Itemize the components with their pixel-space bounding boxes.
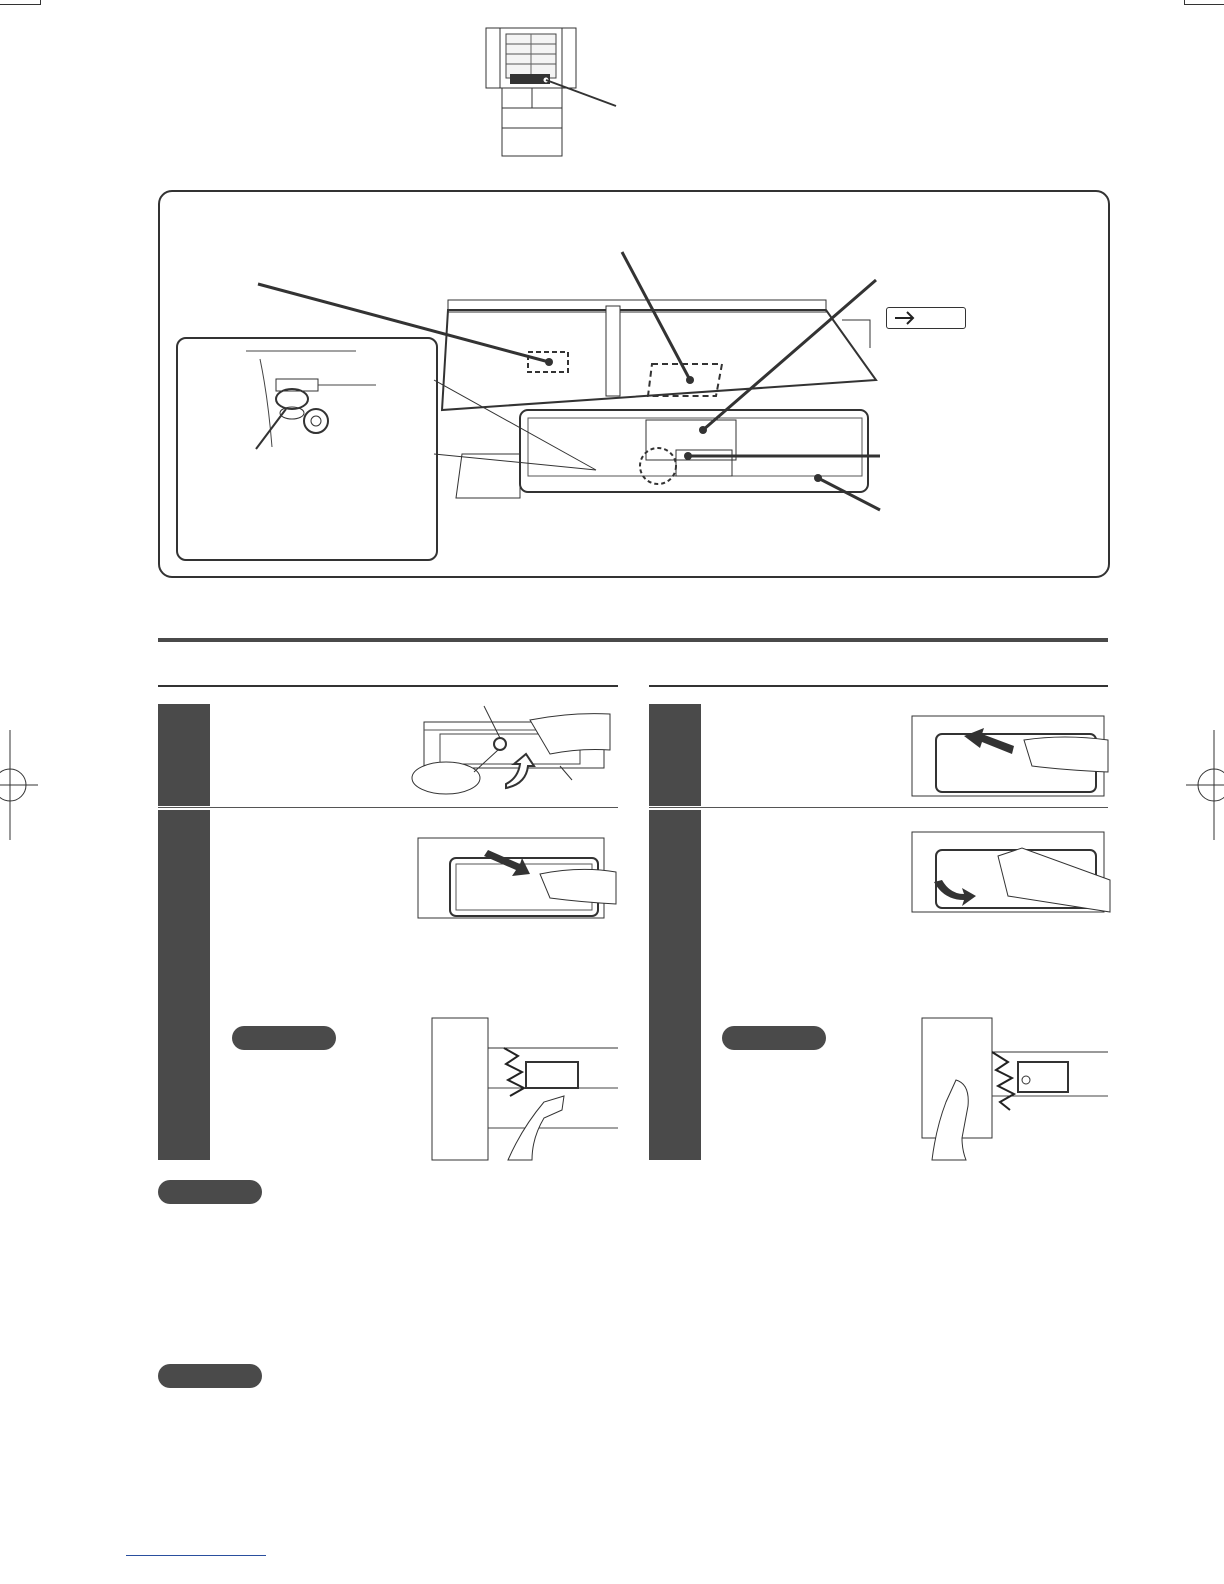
section-divider <box>158 638 1108 642</box>
reference-arrow-box <box>886 307 966 329</box>
arrow-right-icon <box>893 310 917 326</box>
right-note-badge <box>722 1026 826 1050</box>
refrigerator-thumbnail <box>484 26 624 158</box>
left-step-1-illustration <box>410 700 620 800</box>
bottom-note-badge-2 <box>158 1364 262 1388</box>
bottom-note-badge-1 <box>158 1180 262 1204</box>
water-tank-diagram <box>176 240 1096 540</box>
right-step-2-bar <box>649 810 701 1160</box>
left-step-1-bar <box>158 704 210 806</box>
left-note-illustration <box>432 1018 618 1160</box>
right-note-illustration <box>922 1018 1108 1160</box>
footer-underline <box>126 1555 266 1556</box>
right-step-1-illustration <box>904 700 1110 800</box>
right-step-separator <box>649 807 1108 808</box>
right-column-rule <box>649 685 1108 687</box>
left-column-rule <box>158 685 618 687</box>
crosshair-icon-left <box>0 730 40 840</box>
left-step-separator <box>158 807 618 808</box>
left-step-2-bar <box>158 810 210 1160</box>
left-step-2-illustration <box>410 824 620 924</box>
crop-mark-top-left <box>0 0 41 5</box>
right-step-2-illustration <box>904 822 1110 918</box>
crop-mark-top-right <box>1184 0 1224 5</box>
right-step-1-bar <box>649 704 701 806</box>
left-note-badge <box>232 1026 336 1050</box>
crosshair-icon-right <box>1184 730 1224 840</box>
